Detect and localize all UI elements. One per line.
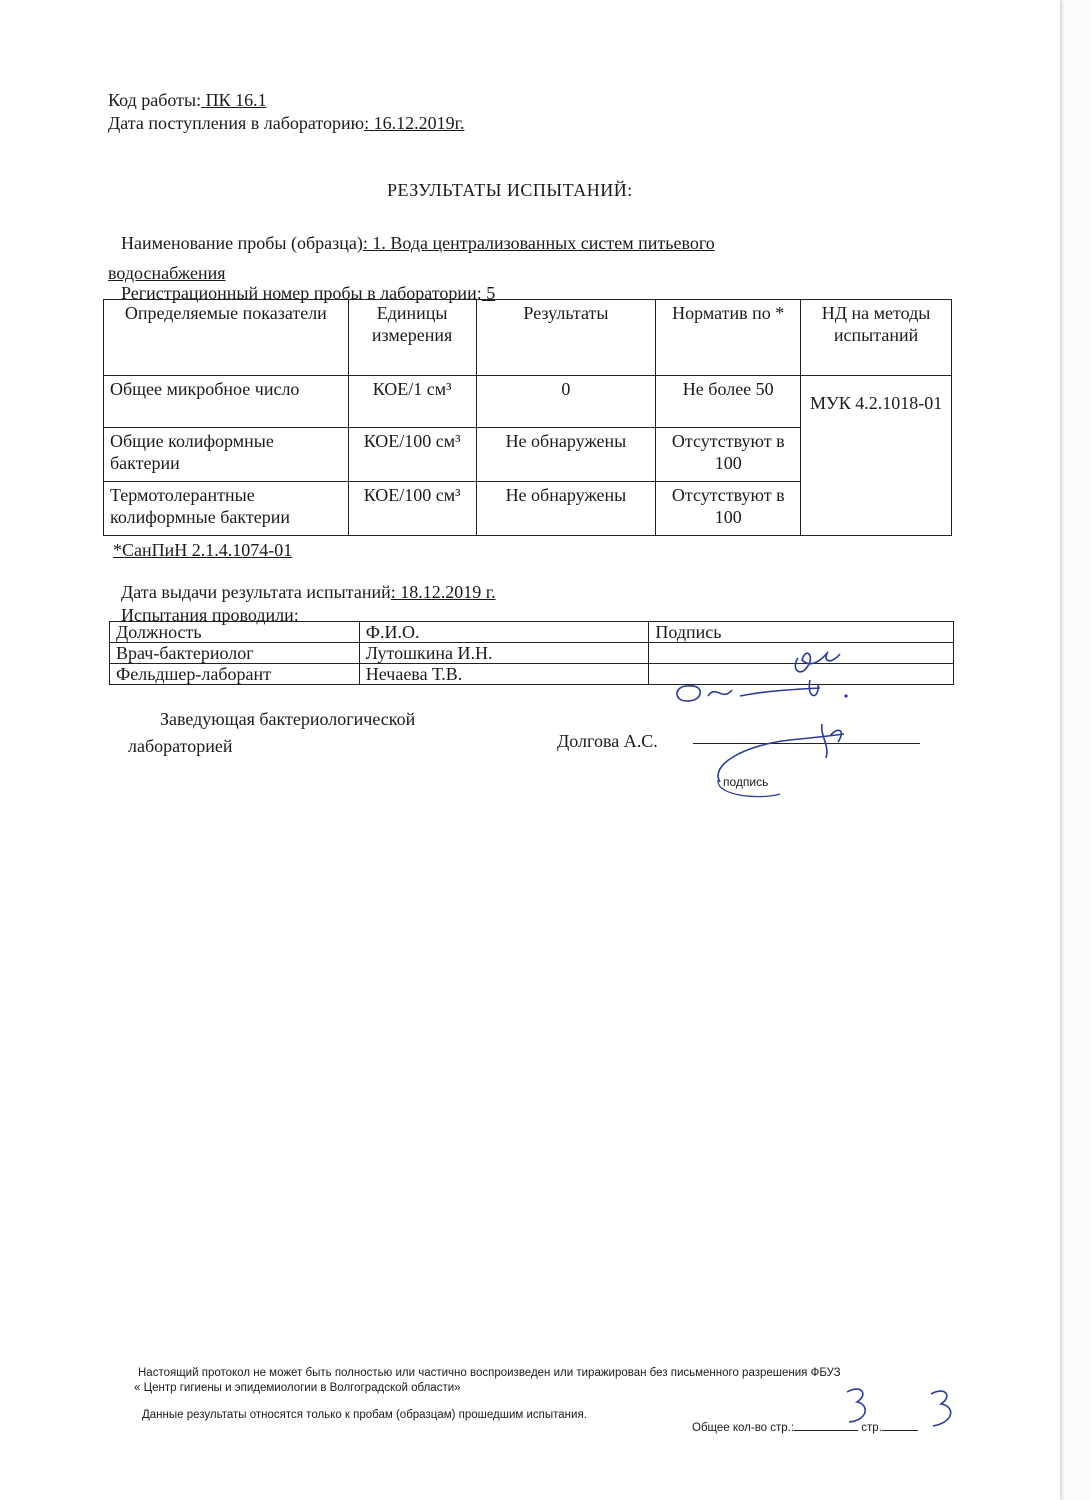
- head-title-line-1: Заведующая бактериологической: [160, 709, 416, 729]
- indicator-cell: Общие колиформные бактерии: [104, 428, 349, 482]
- col-header-norm: Норматив по *: [656, 300, 801, 376]
- col-header-signature: Подпись: [649, 622, 954, 643]
- col-header-name: Ф.И.О.: [359, 622, 649, 643]
- table-row: [104, 376, 952, 428]
- head-name: Долгова А.С.: [557, 731, 658, 751]
- norm-cell: Отсутствуют в 100: [656, 428, 801, 482]
- unit-cell: КОЕ/1 см³: [348, 376, 476, 428]
- issue-date-value: : 18.12.2019 г.: [390, 582, 496, 602]
- footer-line-2: « Центр гигиены и эпидемиологии в Волгоградской области»: [134, 1382, 461, 1394]
- page-count-handwriting: [835, 1380, 965, 1440]
- unit-cell: КОЕ/100 см³: [348, 482, 476, 536]
- document-title: РЕЗУЛЬТАТЫ ИСПЫТАНИЙ:: [387, 180, 633, 200]
- norm-cell: Отсутствуют в 100: [656, 482, 801, 536]
- norm-footnote: *СанПиН 2.1.4.1074-01: [113, 540, 293, 560]
- indicator-cell: Термотолерантные колиформные бактерии: [104, 482, 349, 536]
- arrival-date-label: Дата поступления в лабораторию: [108, 113, 365, 133]
- unit-cell: КОЕ/100 см³: [348, 428, 476, 482]
- result-cell: Не обнаружены: [476, 482, 656, 536]
- sample-name-value: : 1. Вода централизованных систем питьевого: [362, 233, 715, 253]
- sample-name-value-2: водоснабжения: [108, 263, 226, 283]
- issue-date-line: [121, 582, 496, 602]
- issue-date-label: Дата выдачи результата испытаний: [121, 582, 391, 602]
- col-header-result: Результаты: [476, 300, 656, 376]
- norm-cell: Не более 50: [656, 376, 801, 428]
- sample-name-label: Наименование пробы (образца): [121, 233, 363, 253]
- total-pages-label: Общее кол-во стр.:: [692, 1422, 795, 1434]
- col-header-indicator: Определяемые показатели: [104, 300, 349, 376]
- position-cell: Врач-бактериолог: [110, 643, 360, 664]
- col-header-unit: Единицы измерения: [348, 300, 476, 376]
- footer-line-1: Настоящий протокол не может быть полностью или частично воспроизведен или тиражирован без письменного разрешения ФБУЗ: [138, 1367, 841, 1379]
- work-code-line: [108, 90, 267, 110]
- results-table: [103, 299, 952, 536]
- name-cell: Лутошкина И.Н.: [359, 643, 649, 664]
- arrival-date-value: : 16.12.2019г.: [364, 113, 465, 133]
- signature-caption: подпись: [723, 775, 769, 789]
- result-cell: Не обнаружены: [476, 428, 656, 482]
- staff-signatures-handwriting: [660, 640, 860, 710]
- name-cell: Нечаева Т.В.: [359, 664, 649, 685]
- sample-name-line: [121, 233, 715, 253]
- col-header-method: НД на методы испытаний: [801, 300, 952, 376]
- head-signature-handwriting: [700, 716, 860, 806]
- indicator-cell: Общее микробное число: [104, 376, 349, 428]
- result-cell: 0: [476, 376, 656, 428]
- work-code-value: ПК 16.1: [201, 90, 267, 110]
- sample-name-line-2: [108, 263, 226, 283]
- reg-number-value: 5: [481, 283, 496, 303]
- page-label: стр.: [861, 1422, 882, 1434]
- reg-number-label: Регистрационный номер пробы в лаборатории:: [121, 283, 482, 303]
- arrival-date-line: [108, 113, 464, 133]
- performed-by-label: Испытания проводили:: [121, 605, 299, 625]
- position-cell: Фельдшер-лаборант: [110, 664, 360, 685]
- results-header-row: [104, 300, 952, 376]
- method-cell: МУК 4.2.1018-01: [801, 376, 952, 536]
- work-code-label: Код работы:: [108, 90, 202, 110]
- col-header-position: Должность: [110, 622, 360, 643]
- head-title-line-2: лабораторией: [128, 736, 233, 756]
- footer-line-3: Данные результаты относятся только к пробам (образцам) прошедшим испытания.: [142, 1409, 587, 1421]
